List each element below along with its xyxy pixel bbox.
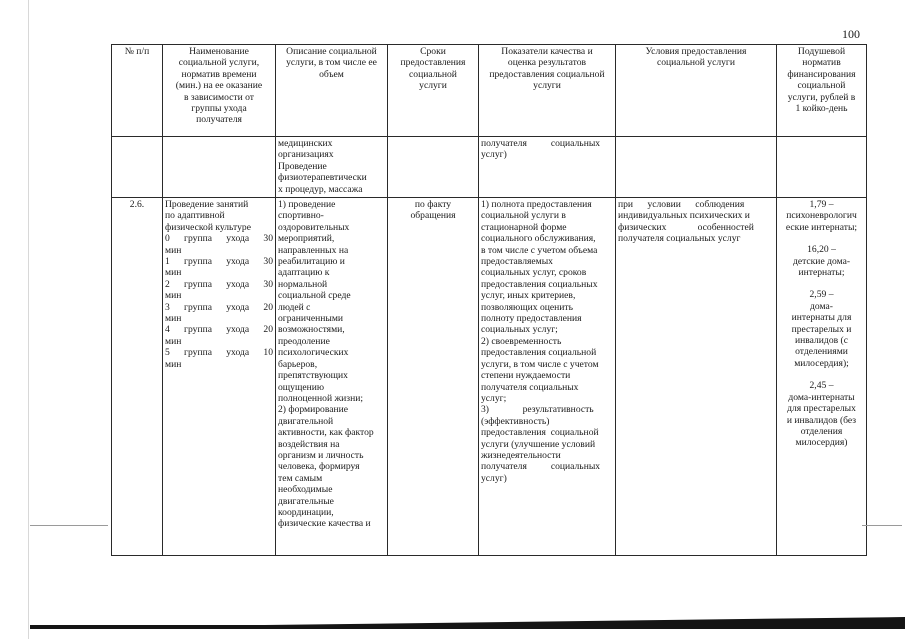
header-description: Описание социальной услуги, в том числе ее объем [276,45,388,137]
header-quality: Показатели качества и оценка результатов предоставления социальной услуги [479,45,616,137]
header-term: Сроки предоставления социальной услуги [388,45,479,137]
table-header-row [112,45,867,137]
care-group-item: 3 группа ухода 20 мин [165,301,273,325]
cell-quality-continued: получателя социальных услуг) [479,137,616,198]
table-row-continuation [112,137,867,198]
header-financing: Подушевой норматив финансирования социальной услуги, рублей в 1 койко-день [777,45,867,137]
financing-item: 2,45 – дома-интернаты для престарелых и инвалидов (без отделения милосердия) [786,380,857,449]
cell-description: 1) проведение спортивно- оздоровительных мероприятий, направленных на реабилитацию и адаптацию к нормальной социальной среде людей с ограниченными возможностями, преодоление психологических барьеров, препятствующих ощущению полноценной жизни; 2) формирование двигательной активности, как фактор воздействия на организм и личность человека, формируя тем самым необходимые двигательные координации, физические качества и [276,198,388,556]
financing-item: 2,59 – дома- интернаты для престарелых и инвалидов (с отделениями милосердия); [791,289,852,369]
scan-shadow-edge [30,625,905,629]
cell-financing [777,198,867,556]
page-number: 100 [842,27,860,41]
care-group-item: 5 группа ухода 10 мин [165,347,273,370]
care-group-item: 1 группа ухода 30 мин [165,256,273,279]
cell-description-continued: медицинских организациях Проведение физиотерапевтически х процедур, массажа [276,137,388,198]
cell-conditions: при условии соблюдения индивидуальных психических и физических особенностей получателя социальных услуг [616,198,777,556]
cell-empty [616,137,777,198]
cell-empty [163,137,276,198]
cell-empty [777,137,867,198]
scan-artifact-line [30,525,108,526]
cell-quality: 1) полнота предоставления социальной услуги в стационарной форме социального обслуживания, в том числе с учетом объема предоставляемых социальных услуг, сроков предоставления социальных услуг, иных критериев, позволяющих оценить полноту предоставления социальных услуг; 2) своевременность предоставления социальной услуги, в том числе с учетом степени нуждаемости получателя социальных услуг; 3) результативность (эффективность) предоставления социальной услуги (улучшение условий жизнедеятельности получателя социальных услуг) [479,198,616,556]
header-conditions: Условия предоставления социальной услуги [616,45,777,137]
care-group-item: 4 группа ухода 20 мин [165,324,273,347]
social-services-table [111,44,867,556]
care-group-item: 2 группа ухода 30 мин [165,278,273,302]
header-number: № п/п [112,45,163,137]
header-service-name: Наименование социальной услуги, норматив времени (мин.) на ее оказание в зависимости от группы ухода получателя [163,45,276,137]
scan-artifact-line [862,525,902,526]
table-row [112,198,867,556]
cell-empty [388,137,479,198]
cell-service-name [163,198,276,556]
cell-row-number: 2.6. [112,198,163,556]
service-name-text: Проведение занятий по адаптивной физической культуре [165,199,251,233]
scan-edge-line [28,0,29,639]
cell-empty [112,137,163,198]
financing-item: 16,20 – детские дома- интернаты; [792,244,851,279]
financing-item: 1,79 – психоневрологич еские интернаты; [785,199,858,233]
care-group-item: 0 группа ухода 30 мин [165,233,273,256]
cell-term: по факту обращения [388,198,479,556]
